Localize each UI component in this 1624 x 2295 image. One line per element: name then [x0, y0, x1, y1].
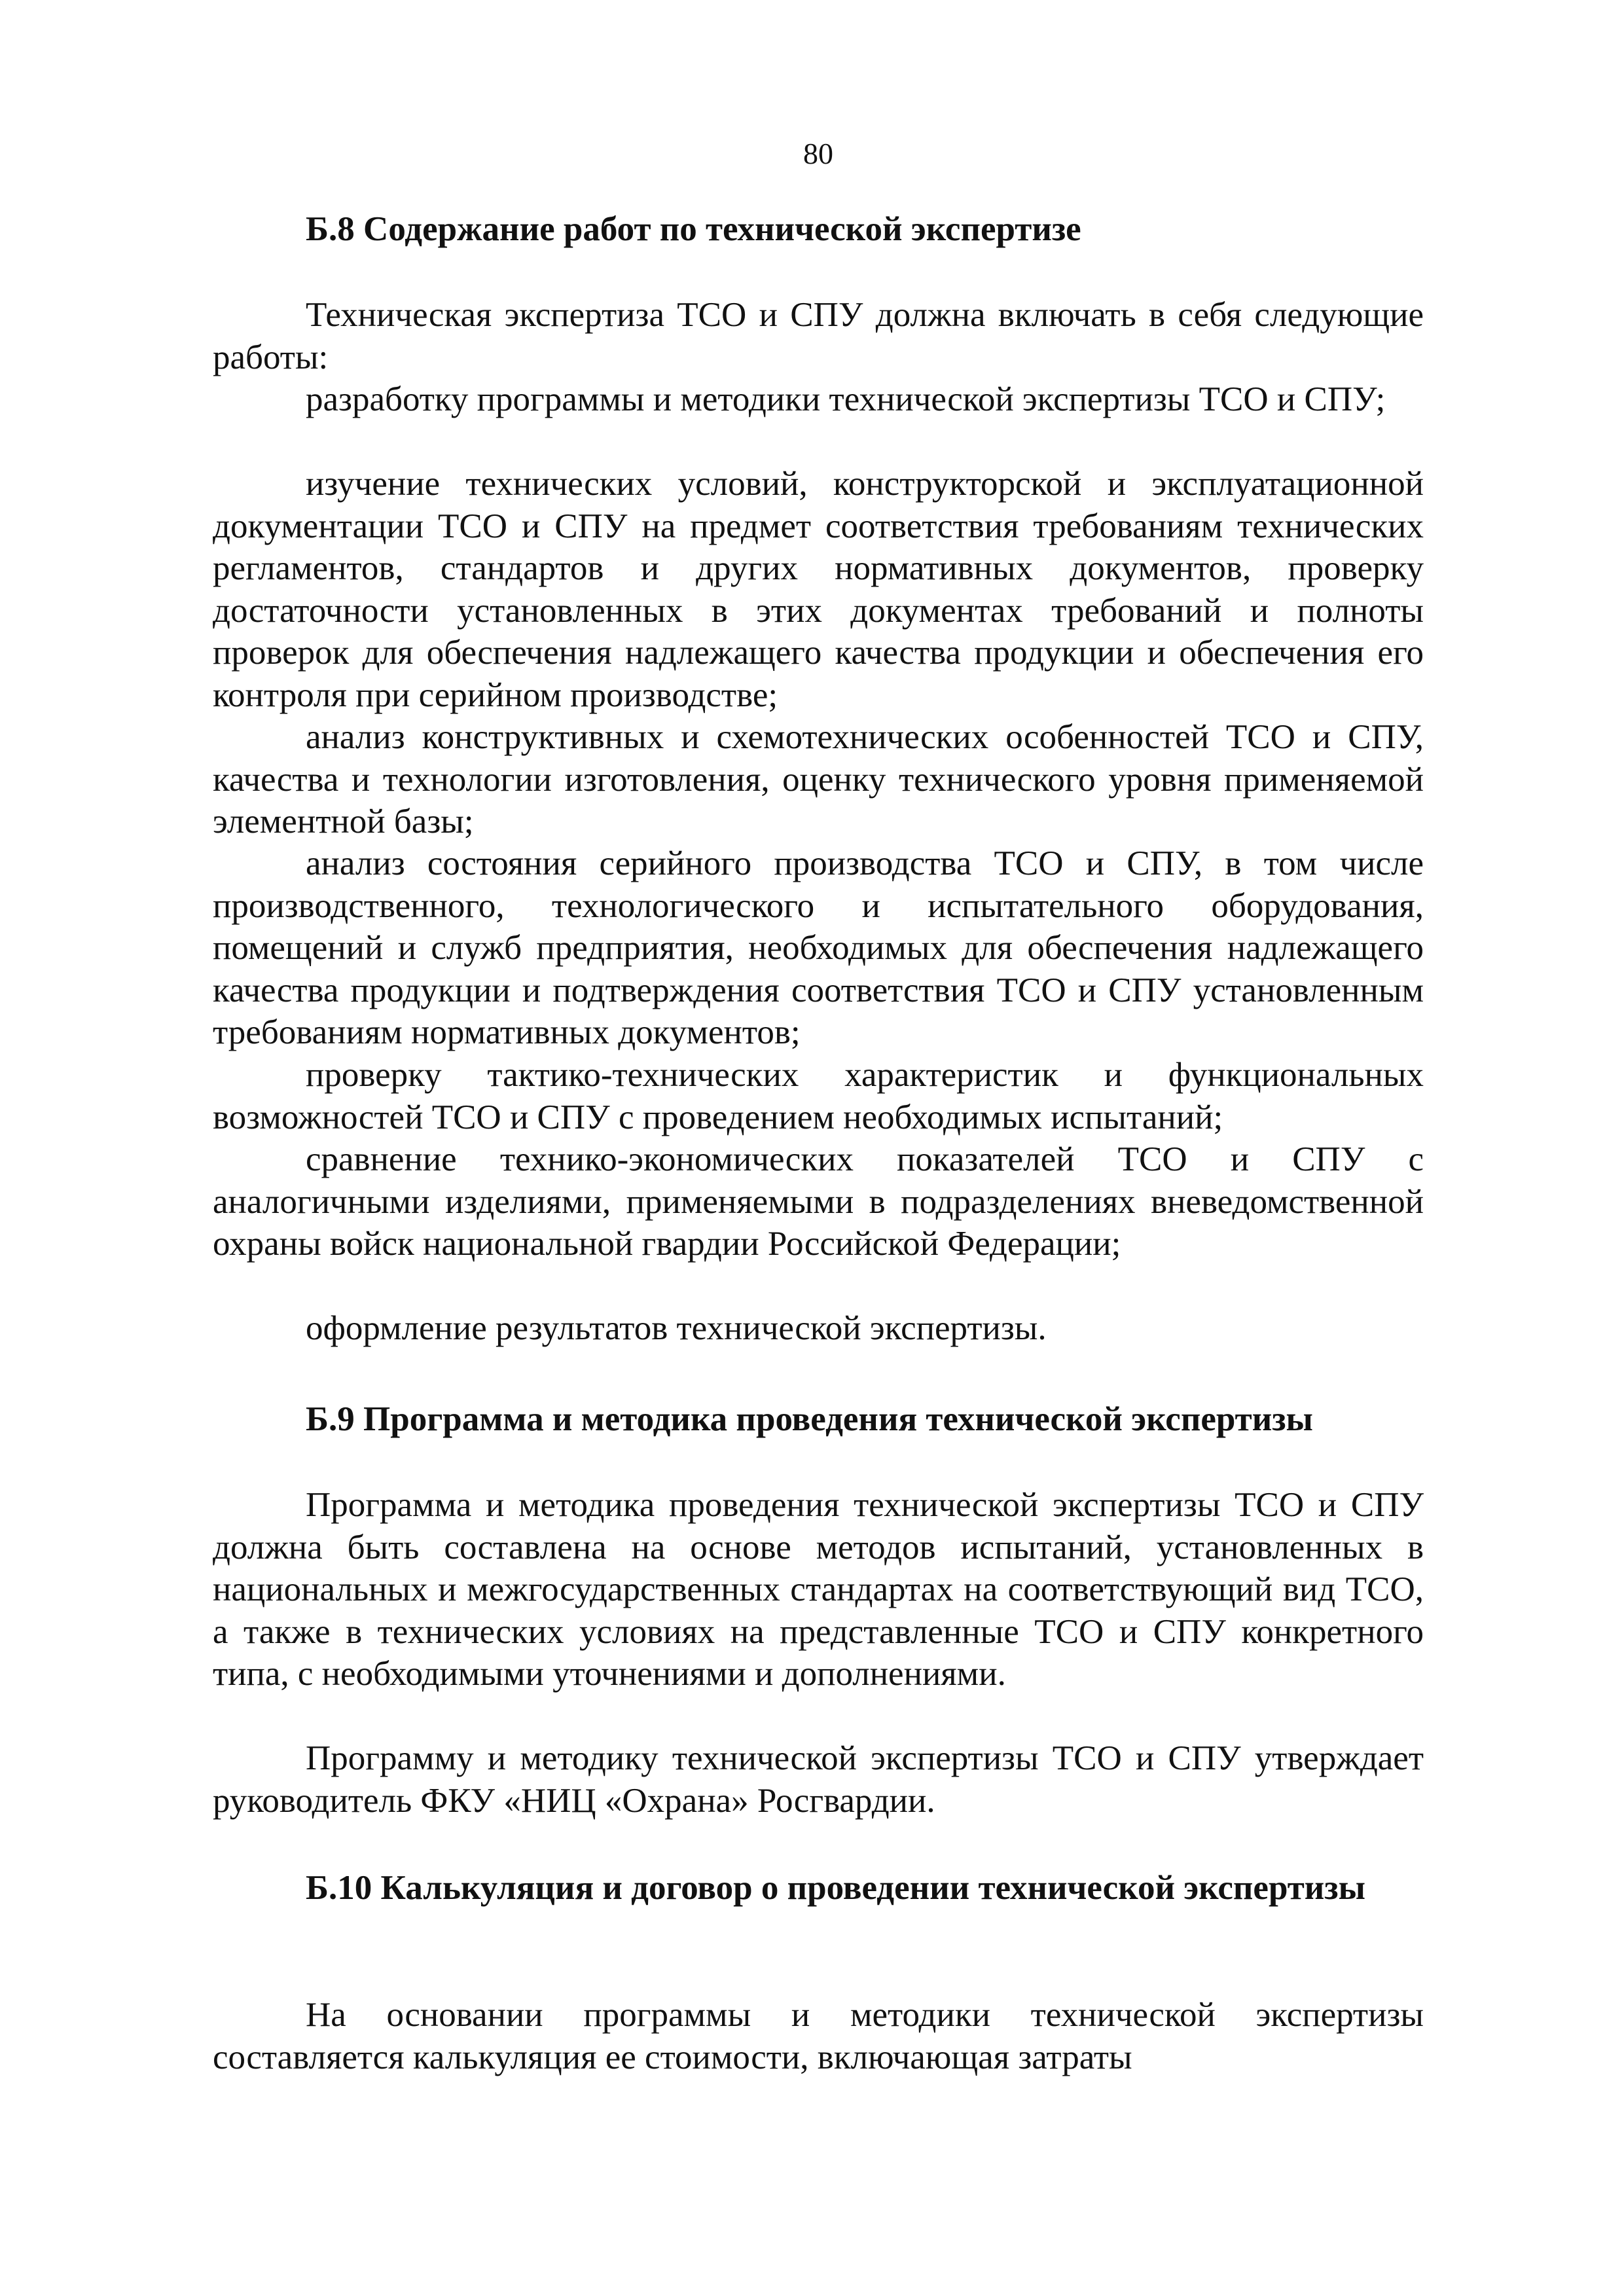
section-b8-paragraph-6: проверку тактико-технических характеристик и функциональных возможностей ТСО и СПУ с проведением необходимых испытаний;	[213, 1056, 1424, 1136]
section-b8-paragraph-3: изучение технических условий, конструкторской и эксплуатационной документации ТСО и СПУ на предмет соответствия требованиям технических регламентов, стандартов и других нормативных документов, проверку достаточности установленных в этих документах требований и полноты проверок для обеспечения надлежащего качества продукции и обеспечения его контроля при серийном производстве;	[213, 465, 1424, 714]
section-b8-paragraph-5: анализ состояния серийного производства ТСО и СПУ, в том числе производственного, технологического и испытательного оборудования, помещений и служб предприятия, необходимых для обеспечения надлежащего качества продукции и подтверждения соответствия ТСО и СПУ установленным требованиям нормативных документов;	[213, 844, 1424, 1051]
section-b9-paragraph-2: Программу и методику технической экспертизы ТСО и СПУ утверждает руководитель ФКУ «НИЦ «Охрана» Росгвардии.	[213, 1739, 1424, 1820]
section-b8-paragraph-8: оформление результатов технической экспертизы.	[306, 1309, 1047, 1347]
section-b8-paragraph-4: анализ конструктивных и схемотехнических особенностей ТСО и СПУ, качества и технологии изготовления, оценку технического уровня применяемой элементной базы;	[213, 718, 1424, 840]
section-b10-title: Б.10 Калькуляция и договор о проведении технической экспертизы	[306, 1869, 1365, 1907]
section-b9-title: Б.9 Программа и методика проведения технической экспертизы	[306, 1400, 1313, 1438]
section-b9-paragraph-1: Программа и методика проведения технической экспертизы ТСО и СПУ должна быть составлена на основе методов испытаний, установленных в национальных и межгосударственных стандартах на соответствующий вид ТСО, а также в технических условиях на представленные ТСО и СПУ конкретного типа, с необходимыми уточнениями и дополнениями.	[213, 1486, 1424, 1693]
section-b8-paragraph-7: сравнение технико-экономических показателей ТСО и СПУ с аналогичными изделиями, применяемыми в подразделениях вневедомственной охраны войск национальной гвардии Российской Федерации;	[213, 1140, 1424, 1263]
section-b8-paragraph-1: Техническая экспертиза ТСО и СПУ должна включать в себя следующие работы:	[213, 296, 1424, 376]
page-number: 80	[803, 137, 833, 170]
section-b8-paragraph-2: разработку программы и методики технической экспертизы ТСО и СПУ;	[306, 380, 1386, 418]
section-b8-title: Б.8 Содержание работ по технической экспертизе	[306, 210, 1081, 248]
section-b10-paragraph-1: На основании программы и методики технической экспертизы составляется калькуляция ее стоимости, включающая затраты	[213, 1996, 1424, 2076]
